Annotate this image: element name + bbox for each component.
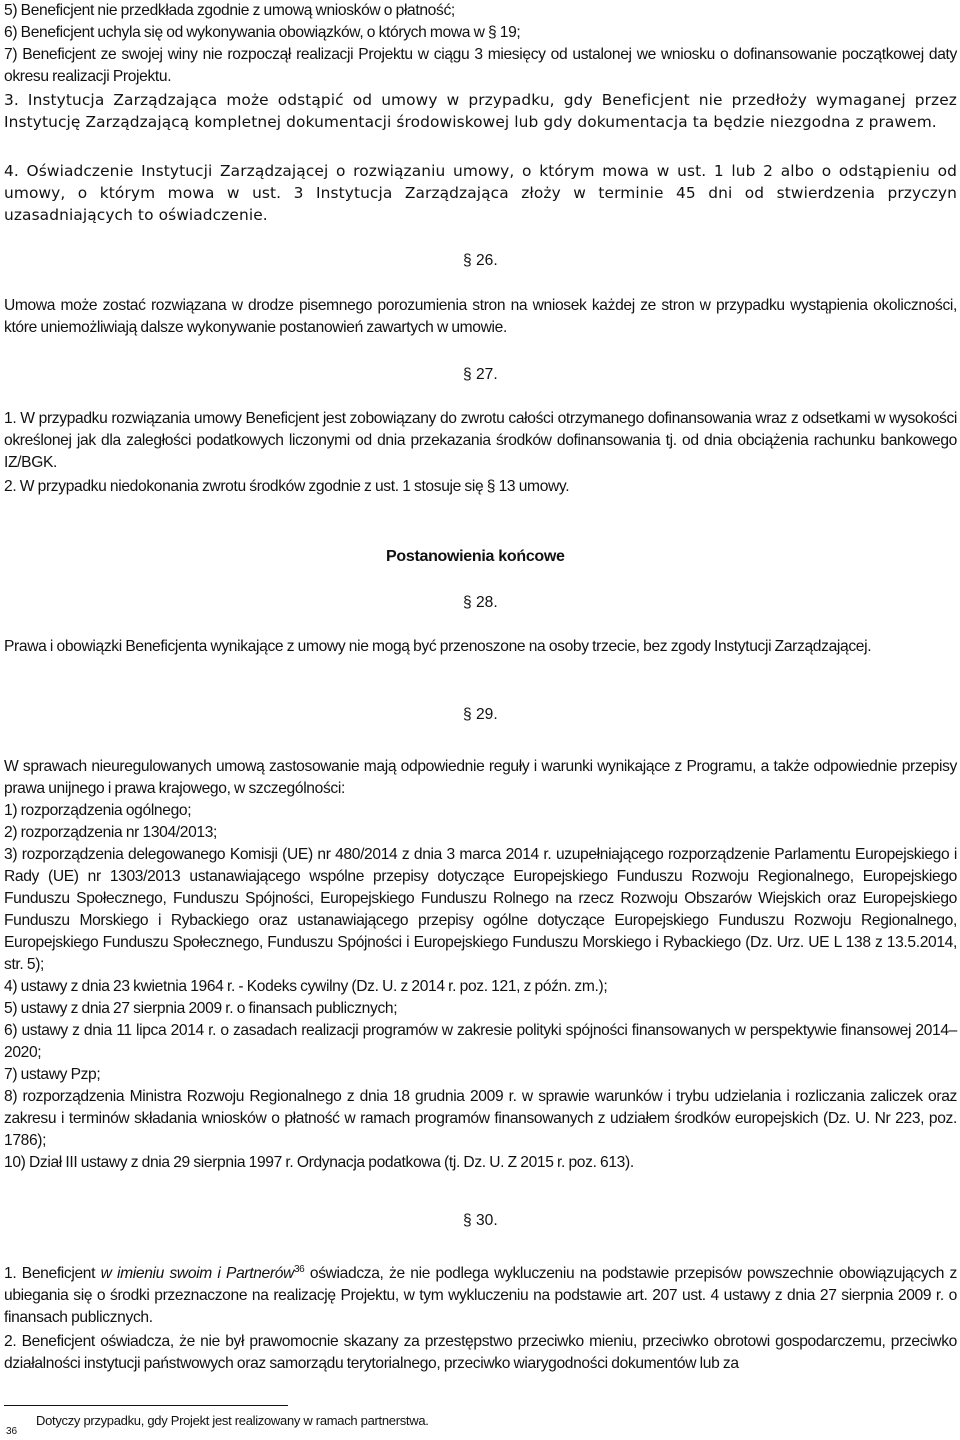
footnote-text: Dotyczy przypadku, gdy Projekt jest realizowany w ramach partnerstwa. bbox=[36, 1413, 429, 1428]
section-27-point-1: 1. W przypadku rozwiązania umowy Beneficjent jest zobowiązany do zwrotu całości otrzymanego dofinansowania wraz z odsetkami w wysokości określonej jak dla zaległości podatkowych liczonymi od dnia przekazania środków dofinansowania tj. od dnia obciążenia rachunku bankowego IZ/BGK. bbox=[4, 410, 957, 471]
section-number: § 30. bbox=[463, 1212, 498, 1229]
list-item: 8) rozporządzenia Ministra Rozwoju Regionalnego z dnia 18 grudnia 2009 r. w sprawie warunków i trybu udzielania i rozliczania zaliczek oraz zakresu i terminów składania wniosków o płatność w ramach programów finansowanych z udziałem środków europejskich (Dz. U. Nr 223, poz. 1786); bbox=[4, 1088, 957, 1149]
list-item: 4) ustawy z dnia 23 kwietnia 1964 r. - Kodeks cywilny (Dz. U. z 2014 r. poz. 121, z późn. zm.); bbox=[4, 978, 608, 995]
text-run: 1. Beneficjent bbox=[4, 1265, 101, 1282]
text-run: oświadcza, że nie podlega wykluczeniu na podstawie przepisów powszechnie obowiązujących z ubiegania się o środki przeznaczone na realizację Projektu, w tym wykluczeniu na podstawie art. 207 ust. 4 ustawy z dnia 27 sierpnia 2009 r. o finansach publicznych. bbox=[4, 1265, 957, 1326]
footnote-divider bbox=[4, 1405, 288, 1406]
list-item: 6) ustawy z dnia 11 lipca 2014 r. o zasadach realizacji programów w zakresie polityki spójności finansowanych w perspektywie finansowej 2014–2020; bbox=[4, 1022, 957, 1061]
section-heading: Postanowienia końcowe bbox=[386, 548, 565, 565]
footnote-reference[interactable]: 36 bbox=[293, 1264, 305, 1275]
section-number: § 27. bbox=[463, 366, 498, 383]
section-29-intro: W sprawach nieuregulowanych umową zastosowanie mają odpowiednie reguły i warunki wynikające z Programu, a także odpowiednie przepisy prawa unijnego i prawa krajowego, w szczególności: bbox=[4, 758, 957, 797]
list-item: 7) Beneficjent ze swojej winy nie rozpoczął realizacji Projektu w ciągu 3 miesięcy od ustalonej we wniosku o dofinansowanie początkowej daty okresu realizacji Projektu. bbox=[4, 46, 957, 85]
intro-list bbox=[4, 0, 957, 88]
section-26-text: Umowa może zostać rozwiązana w drodze pisemnego porozumienia stron na wniosek każdej ze stron w przypadku wystąpienia okoliczności, które uniemożliwiają dalsze wykonywanie postanowień zawartych w umowie. bbox=[4, 297, 957, 336]
paragraph-3: 3. Instytucja Zarządzająca może odstąpić od umowy w przypadku, gdy Beneficjent nie przedłoży wymaganej przez Instytucję Zarządzającą kompletnej dokumentacji środowiskowej lub gdy dokumentacja ta będzie niezgodna z prawem. bbox=[4, 91, 957, 131]
section-28-text: Prawa i obowiązki Beneficjenta wynikające z umowy nie mogą być przenoszone na osoby trzecie, bez zgody Instytucji Zarządzającej. bbox=[4, 638, 872, 655]
section-number: § 29. bbox=[463, 706, 498, 723]
list-item: 3) rozporządzenia delegowanego Komisji (UE) nr 480/2014 z dnia 3 marca 2014 r. uzupełniającego rozporządzenie Parlamentu Europejskiego i Rady (UE) nr 1303/2013 ustanawiającego wspólne przepisy dotyczące Europejskiego Funduszu Rozwoju Regionalnego, Europejskiego Funduszu Społecznego, Funduszu Spójności, Europejskiego Funduszu Rolnego na rzecz Rozwoju Obszarów Wiejskich oraz Europejskiego Funduszu Morskiego i Rybackiego oraz ustanawiającego przepisy ogólne dotyczące Europejskiego Funduszu Rozwoju Regionalnego, Europejskiego Funduszu Społecznego, Funduszu Spójności i Europejskiego Funduszu Morskiego i Rybackiego (Dz. Urz. UE L 138 z 13.5.2014, str. 5); bbox=[4, 846, 957, 973]
list-item: 2) rozporządzenia nr 1304/2013; bbox=[4, 824, 218, 841]
list-item: 5) Beneficjent nie przedkłada zgodnie z umową wniosków o płatność; bbox=[4, 2, 455, 19]
section-30-point-2: 2. Beneficjent oświadcza, że nie był prawomocnie skazany za przestępstwo przeciwko mieniu, przeciwko obrotowi gospodarczemu, przeciwko działalności instytucji państwowych oraz samorządu terytorialnego, przeciwko wiarygodności dokumentów lub za bbox=[4, 1333, 957, 1372]
list-item: 5) ustawy z dnia 27 sierpnia 2009 r. o finansach publicznych; bbox=[4, 1000, 398, 1017]
list-item: 1) rozporządzenia ogólnego; bbox=[4, 802, 192, 819]
list-item: 10) Dział III ustawy z dnia 29 sierpnia 1997 r. Ordynacja podatkowa (tj. Dz. U. Z 2015 r. poz. 613). bbox=[4, 1154, 634, 1171]
list-item: 7) ustawy Pzp; bbox=[4, 1066, 101, 1083]
section-29-body bbox=[4, 756, 957, 1174]
italic-run: w imieniu swoim i Partnerów bbox=[100, 1265, 294, 1282]
paragraph-4: 4. Oświadczenie Instytucji Zarządzającej o rozwiązaniu umowy, o którym mowa w ust. 1 lub 2 albo o odstąpieniu od umowy, o którym mowa w ust. 3 Instytucja Zarządzająca złoży w terminie 45 dni od stwierdzenia przyczyn uzasadniających to oświadczenie. bbox=[4, 162, 957, 224]
section-number: § 28. bbox=[463, 594, 498, 611]
footnote-number: 36 bbox=[6, 1426, 18, 1437]
section-27-point-2: 2. W przypadku niedokonania zwrotu środków zgodnie z ust. 1 stosuje się § 13 umowy. bbox=[4, 478, 570, 495]
section-30-point-1 bbox=[4, 1263, 957, 1329]
section-number: § 26. bbox=[463, 252, 498, 269]
list-item: 6) Beneficjent uchyla się od wykonywania obowiązków, o których mowa w § 19; bbox=[4, 24, 521, 41]
